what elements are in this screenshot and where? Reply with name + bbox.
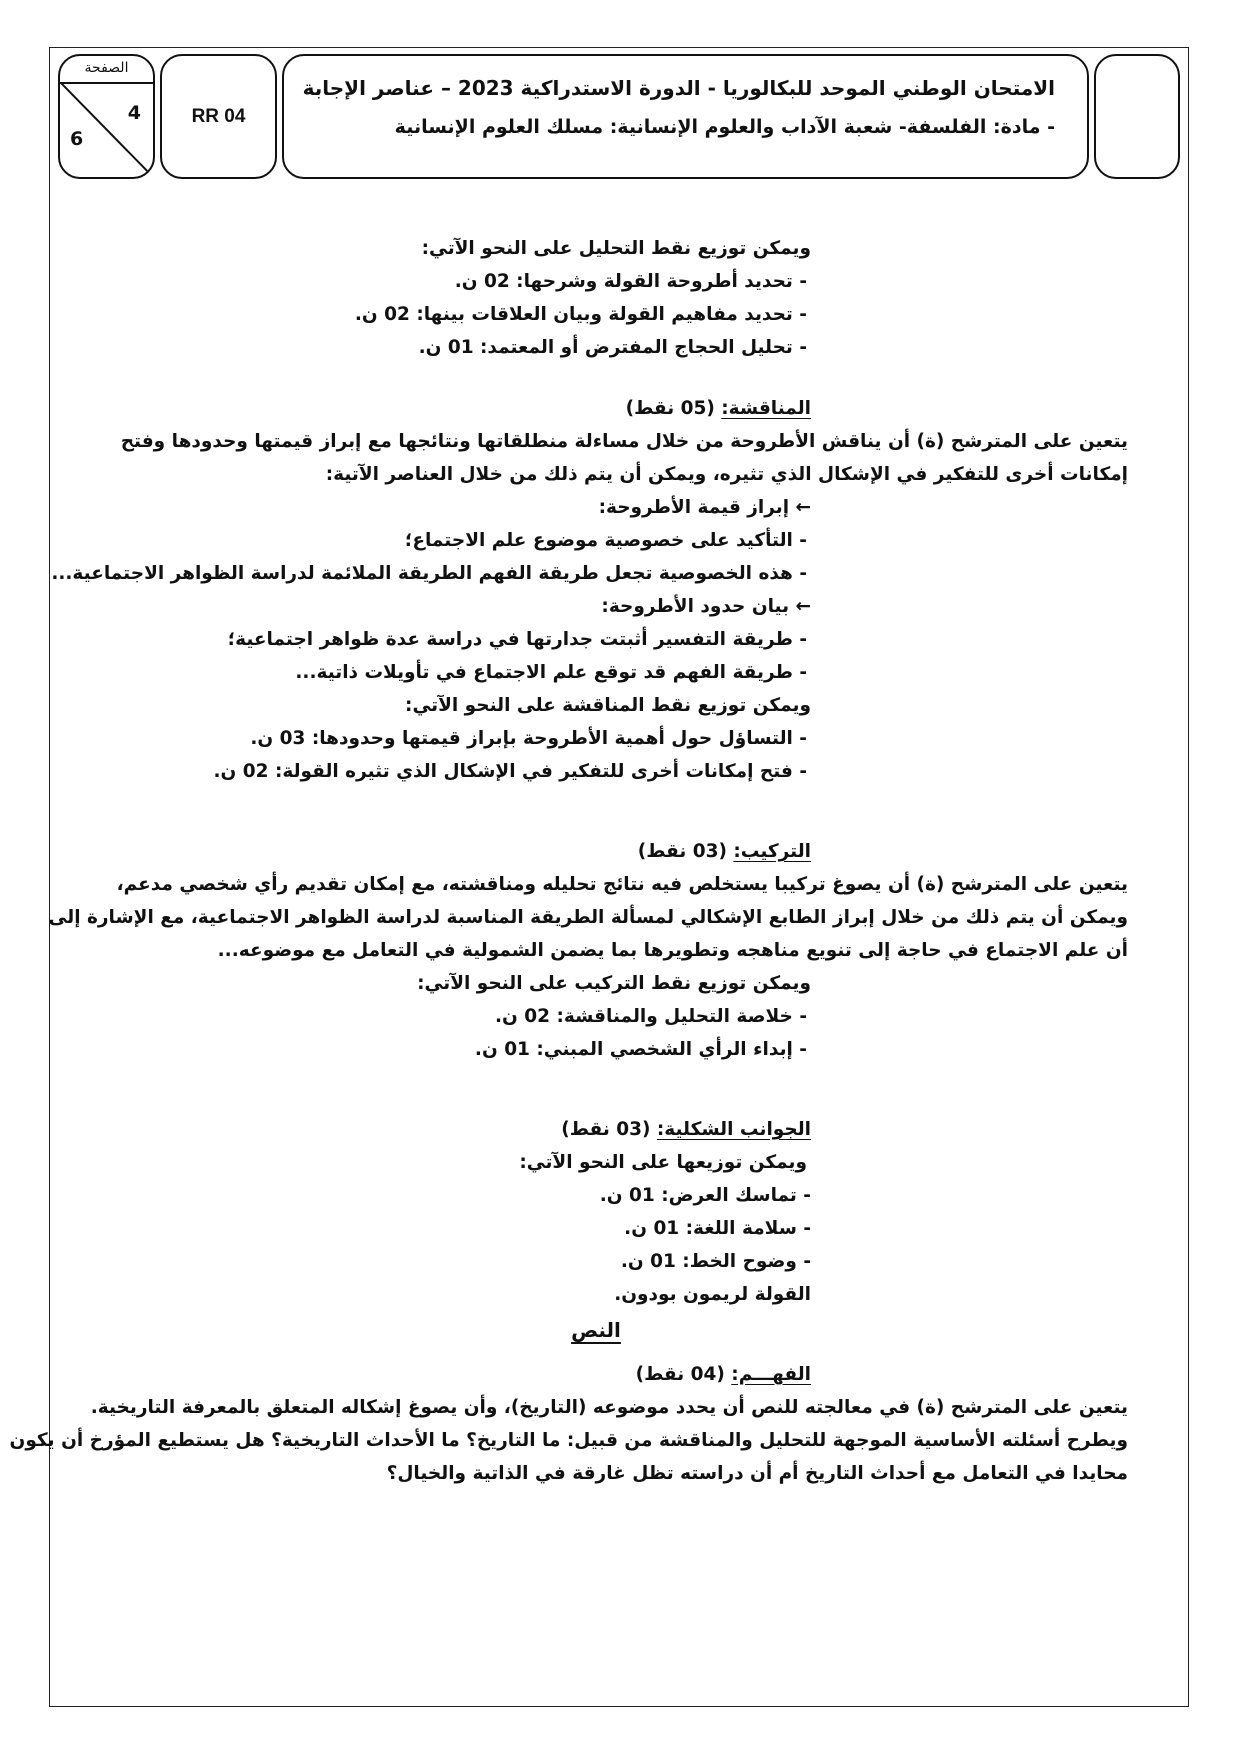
- discussion-value-title: ← إبراز قيمة الأطروحة:: [598, 497, 811, 518]
- discussion-limits-item-2: - طريقة الفهم قد توقع علم الاجتماع في تأويلات ذاتية...: [295, 662, 807, 683]
- comprehension-heading-line: [636, 1361, 811, 1389]
- page-number: 4: [127, 102, 141, 124]
- synthesis-para-3: أن علم الاجتماع في حاجة إلى تنويع مناهجه وتطويرها بما يضمن الشمولية في التعامل مع موضوعه...: [217, 940, 1128, 961]
- analysis-item-2: - تحديد مفاهيم القولة وبيان العلاقات بينها: 02 ن.: [354, 304, 807, 325]
- exam-title: الامتحان الوطني الموحد للبكالوريا - الدورة الاستدراكية 2023 – عناصر الإجابة: [302, 76, 1055, 100]
- comprehension-heading: الفهـــم:: [731, 1364, 811, 1385]
- discussion-heading: المناقشة:: [721, 398, 811, 419]
- synthesis-points: (03 نقط): [637, 841, 734, 862]
- comprehension-points: (04 نقط): [635, 1364, 732, 1385]
- formal-dist-intro: ويمكن توزيعها على النحو الآتي:: [519, 1152, 807, 1173]
- discussion-dist-item-2: - فتح إمكانات أخرى للتفكير في الإشكال الذي تثيره القولة: 02 ن.: [213, 761, 807, 782]
- formal-heading: الجوانب الشكلية:: [656, 1119, 811, 1140]
- synthesis-heading-line: [638, 838, 811, 866]
- document-body: [9, 0, 1128, 1700]
- discussion-limits-item-1: - طريقة التفسير أثبتت جدارتها في دراسة عدة ظواهر اجتماعية؛: [227, 629, 807, 650]
- analysis-dist-intro: ويمكن توزيع نقط التحليل على النحو الآتي:: [421, 238, 811, 259]
- comprehension-para-3: محايدا في التعامل مع أحداث التاريخ أم أن دراسته تظل غارقة في الذاتية والخيال؟: [386, 1463, 1128, 1484]
- discussion-value-item-1: - التأكيد على خصوصية موضوع علم الاجتماع؛: [404, 530, 807, 551]
- quote-attribution: القولة لريمون بودون.: [614, 1284, 811, 1305]
- synthesis-para-1: يتعين على المترشح (ة) أن يصوغ تركيبا يستخلص فيه نتائج تحليله ومناقشته، مع إمكان تقديم رأي شخصي مدعم،: [116, 874, 1128, 895]
- synthesis-dist-item-2: - إبداء الرأي الشخصي المبني: 01 ن.: [474, 1039, 807, 1060]
- discussion-dist-intro: ويمكن توزيع نقط المناقشة على النحو الآتي:: [405, 695, 811, 716]
- exam-subject: - مادة: الفلسفة- شعبة الآداب والعلوم الإنسانية: مسلك العلوم الإنسانية: [394, 116, 1055, 138]
- analysis-item-1: - تحديد أطروحة القولة وشرحها: 02 ن.: [454, 271, 807, 292]
- exam-code: RR 04: [191, 106, 246, 127]
- synthesis-para-2: ويمكن أن يتم ذلك من خلال إبراز الطابع الإشكالي لمسألة الطريقة المناسبة لدراسة الظواهر الاجتماعية، مع الإشارة إلى: [48, 907, 1128, 928]
- discussion-para-2: إمكانات أخرى للتفكير في الإشكال الذي تثيره، ويمكن أن يتم ذلك من خلال العناصر الآتية:: [325, 464, 1128, 485]
- synthesis-dist-intro: ويمكن توزيع نقط التركيب على النحو الآتي:: [417, 973, 811, 994]
- discussion-value-item-2: - هذه الخصوصية تجعل طريقة الفهم الطريقة الملائمة لدراسة الظواهر الاجتماعية...: [51, 563, 807, 584]
- analysis-item-3: - تحليل الحجاج المفترض أو المعتمد: 01 ن.: [418, 337, 807, 358]
- formal-item-3: - وضوح الخط: 01 ن.: [620, 1251, 811, 1272]
- page-label: الصفحة: [60, 56, 153, 84]
- synthesis-dist-item-1: - خلاصة التحليل والمناقشة: 02 ن.: [495, 1006, 807, 1027]
- page-total: 6: [70, 128, 84, 150]
- discussion-dist-item-1: - التساؤل حول أهمية الأطروحة بإبراز قيمتها وحدودها: 03 ن.: [250, 728, 807, 749]
- synthesis-heading: التركيب:: [733, 841, 811, 862]
- formal-heading-line: [561, 1116, 811, 1144]
- discussion-heading-line: [626, 395, 811, 423]
- text-section-title: النص: [571, 1318, 621, 1342]
- formal-points: (03 نقط): [561, 1119, 657, 1140]
- formal-item-2: - سلامة اللغة: 01 ن.: [624, 1218, 811, 1239]
- formal-item-1: - تماسك العرض: 01 ن.: [599, 1185, 811, 1206]
- comprehension-para-1: يتعين على المترشح (ة) في معالجته للنص أن يحدد موضوعه (التاريخ)، وأن يصوغ إشكاله المتعلق بالمعرفة التاريخية.: [90, 1397, 1128, 1418]
- discussion-para-1: يتعين على المترشح (ة) أن يناقش الأطروحة من خلال مساءلة منطلقاتها ونتائجها مع إبراز قيمتها وحدودها وفتح: [120, 431, 1128, 452]
- discussion-points: (05 نقط): [625, 398, 722, 419]
- comprehension-para-2: ويطرح أسئلته الأساسية الموجهة للتحليل والمناقشة من قبيل: ما التاريخ؟ ما الأحداث التاريخية؟ هل يستطيع المؤرخ أن يكون: [9, 1430, 1128, 1451]
- discussion-limits-title: ← بيان حدود الأطروحة:: [601, 596, 811, 617]
